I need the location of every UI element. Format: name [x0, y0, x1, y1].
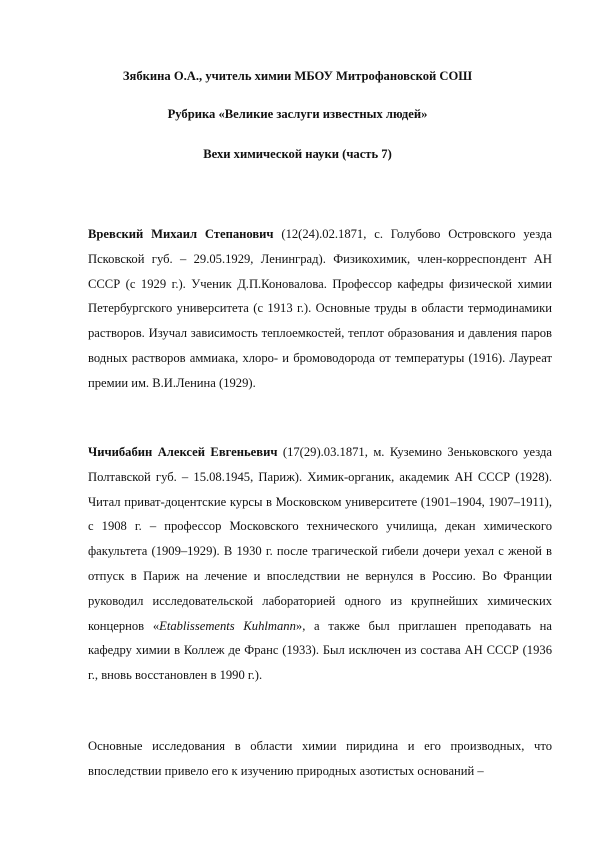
continuation-paragraph: Основные исследования в области химии пиридина и его производных, что впоследствии привело его к изучению природных азотистых оснований –	[88, 739, 552, 778]
entry-name: Вревский Михаил Степанович	[88, 227, 274, 241]
rubric-line: Рубрика «Великие заслуги известных людей»	[167, 107, 428, 121]
entry-paragraph-chichibabin	[88, 440, 552, 688]
entry-text-continued: », а также был приглашен преподавать на кафедру химии в Коллеж де Франс (1933). Был исключен из состава АН СССР (1936 г., вновь восстановлен в 1990 г.).	[88, 618, 552, 683]
author-line: Зябкина О.А., учитель химии МБОУ Митрофановской СОШ	[122, 69, 473, 83]
article-title: Вехи химической науки (часть 7)	[203, 147, 392, 161]
entry-paragraph-vrevsky	[88, 222, 552, 396]
entry-text: (17(29).03.1871, м. Куземино Зеньковского уезда Полтавской губ. – 15.08.1945, Париж). Химик-органик, академик АН СССР (1928). Читал приват-доцентские курсы в Московском университете (1901–1904, 1907–1911), с 1908 г. – профессор Московского технического училища, декан химического факультета (1909–1929). В 1930 г. после трагической гибели дочери уехал с женой в отпуск в Париж на лечение и впоследствии не вернулся в Россию. Во Франции руководил исследовательской лабораторией одного из крупнейших химических концернов «	[88, 445, 552, 633]
entry-text: (12(24).02.1871, с. Голубово Островского уезда Псковской губ. – 29.05.1929, Ленинград). Физикохимик, член-корреспондент АН СССР (с 1929 г.). Ученик Д.П.Коновалова. Профессор кафедры физической химии Петербургского университета (с 1913 г.). Основные труды в области термодинамики растворов. Изучал зависимость теплоемкостей, теплот образования и давления паров водных растворов аммиака, хлоро- и бромоводорода от температуры (1916). Лауреат премии им. В.И.Ленина (1929).	[88, 227, 553, 390]
company-name: Etablissements Kuhlmann	[159, 618, 296, 633]
entry-name: Чичибабин Алексей Евгеньевич	[88, 445, 278, 459]
